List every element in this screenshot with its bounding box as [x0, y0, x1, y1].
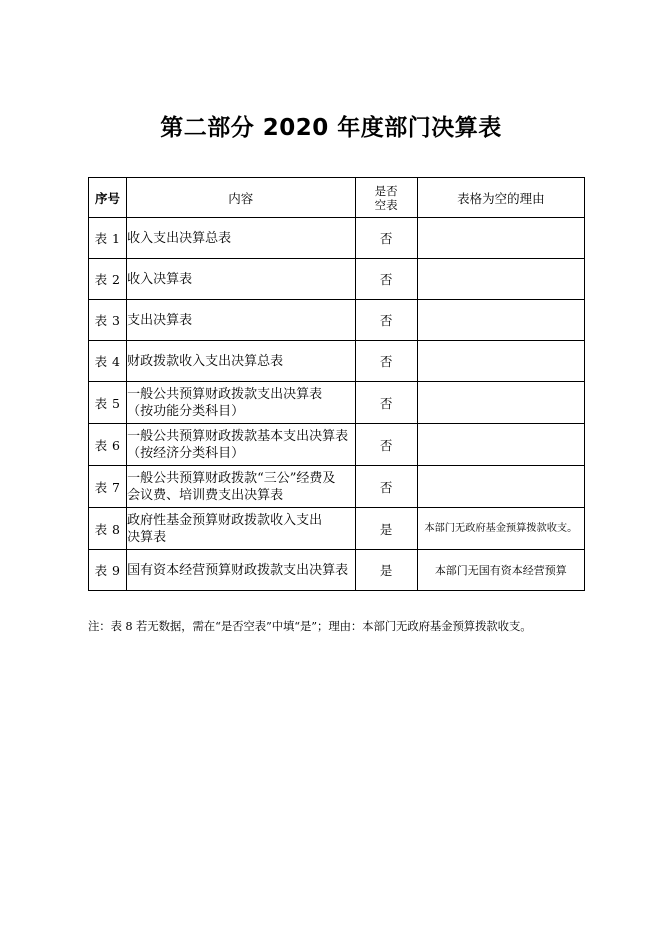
row-number-cell: 表 6 — [89, 424, 127, 466]
row-number-cell: 表 5 — [89, 382, 127, 424]
row-is-empty-cell: 否 — [355, 341, 417, 382]
column-header-reason: 表格为空的理由 — [417, 178, 584, 218]
column-header-no: 序号 — [89, 178, 127, 218]
row-number-cell: 表 3 — [89, 300, 127, 341]
row-content-cell — [127, 341, 355, 382]
row-is-empty-cell: 否 — [355, 466, 417, 508]
table-row — [89, 466, 585, 508]
table-footnote: 注：表 8 若无数据，需在“是否空表”中填“是”；理由：本部门无政府基金预算拨款收支。 — [88, 619, 532, 633]
row-content-cell — [127, 300, 355, 341]
row-content-cell — [127, 218, 355, 259]
row-is-empty-cell: 是 — [355, 508, 417, 550]
row-content-line: 收入支出决算总表 — [127, 230, 232, 246]
row-reason-cell — [417, 259, 584, 300]
row-is-empty-cell: 是 — [355, 550, 417, 591]
row-number-cell: 表 8 — [89, 508, 127, 550]
row-is-empty-cell: 否 — [355, 259, 417, 300]
row-is-empty-cell: 否 — [355, 382, 417, 424]
row-content-cell — [127, 550, 355, 591]
table-row — [89, 508, 585, 550]
row-content-line: 一般公共预算财政拨款基本支出决算表 — [127, 428, 349, 444]
row-reason-cell: 本部门无国有资本经营预算 — [417, 550, 584, 591]
row-reason-cell — [417, 300, 584, 341]
row-content-line: 国有资本经营预算财政拨款支出决算表 — [127, 562, 349, 578]
row-reason-cell — [417, 424, 584, 466]
row-reason-cell: 本部门无政府基金预算拨款收支。 — [417, 508, 584, 550]
row-content-line: 收入决算表 — [127, 271, 193, 287]
table-row — [89, 218, 585, 259]
table-row — [89, 341, 585, 382]
row-is-empty-cell: 否 — [355, 300, 417, 341]
row-is-empty-cell: 否 — [355, 218, 417, 259]
table-row — [89, 300, 585, 341]
row-content-line: 一般公共预算财政拨款“三公”经费及 — [127, 470, 336, 486]
table-row — [89, 382, 585, 424]
row-reason-cell — [417, 218, 584, 259]
row-reason-cell — [417, 382, 584, 424]
row-content-line: 决算表 — [127, 529, 167, 545]
row-number-cell: 表 1 — [89, 218, 127, 259]
column-header-is-empty-line1: 是否 — [374, 183, 398, 198]
column-header-is-empty — [355, 178, 417, 218]
row-content-cell — [127, 508, 355, 550]
row-content-line: （按经济分类科目） — [127, 445, 245, 461]
table-header-row — [89, 178, 585, 218]
row-content-line: 会议费、培训费支出决算表 — [127, 487, 284, 503]
table-row — [89, 259, 585, 300]
row-number-cell: 表 2 — [89, 259, 127, 300]
row-content-line: 政府性基金预算财政拨款收入支出 — [127, 512, 323, 528]
row-content-line: 财政拨款收入支出决算总表 — [127, 353, 284, 369]
decision-table-container — [88, 177, 585, 591]
table-row — [89, 424, 585, 466]
department-final-accounts-table — [88, 177, 585, 591]
row-is-empty-cell: 否 — [355, 424, 417, 466]
row-reason-cell — [417, 341, 584, 382]
row-reason-cell — [417, 466, 584, 508]
page-title: 第二部分 2020 年度部门决算表 — [160, 115, 502, 141]
row-number-cell: 表 7 — [89, 466, 127, 508]
table-row — [89, 550, 585, 591]
column-header-content: 内容 — [127, 178, 355, 218]
row-content-line: （按功能分类科目） — [127, 403, 245, 419]
row-content-cell — [127, 424, 355, 466]
row-content-cell — [127, 259, 355, 300]
row-number-cell: 表 4 — [89, 341, 127, 382]
column-header-is-empty-line2: 空表 — [374, 197, 398, 212]
row-number-cell: 表 9 — [89, 550, 127, 591]
row-content-cell — [127, 466, 355, 508]
row-content-line: 一般公共预算财政拨款支出决算表 — [127, 386, 323, 402]
row-content-line: 支出决算表 — [127, 312, 193, 328]
row-content-cell — [127, 382, 355, 424]
